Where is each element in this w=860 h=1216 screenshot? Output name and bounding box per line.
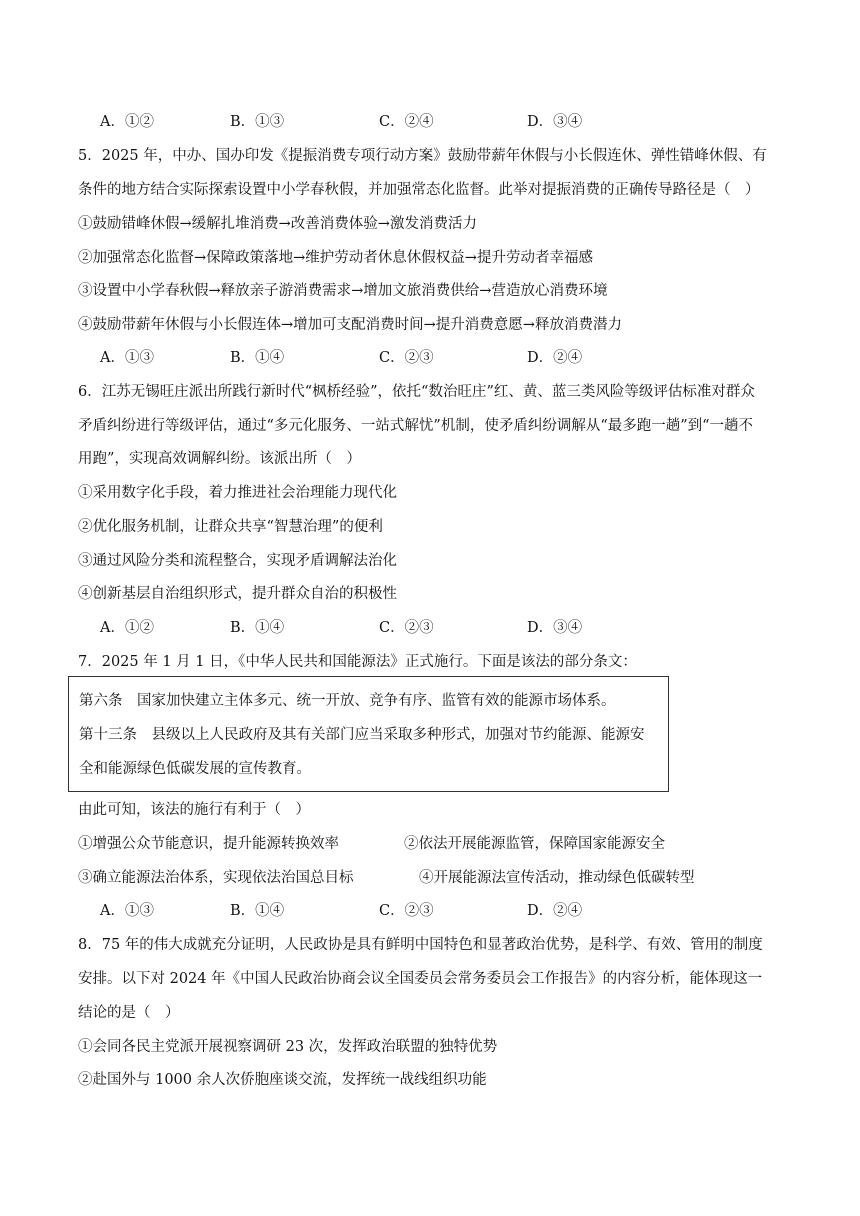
q7-item-4: ④开展能源法宣传活动，推动绿色低碳转型	[419, 870, 695, 886]
q4-option-a[interactable]: A．①②	[100, 114, 154, 130]
q7-option-b[interactable]: B．①④	[230, 903, 285, 919]
q6-item-1: ①采用数字化手段，着力推进社会治理能力现代化	[78, 485, 397, 501]
q7-lead: 由此可知，该法的施行有利于（ ）	[78, 802, 310, 818]
q7-law-excerpt-box	[68, 676, 669, 792]
q6-stem-line3: 用跑”，实现高效调解纠纷。该派出所（ ）	[78, 451, 361, 467]
q4-option-c[interactable]: C．②④	[379, 114, 434, 130]
q7-article-13-line1: 第十三条 县级以上人民政府及其有关部门应当采取多种形式，加强对节约能源、能源安	[79, 727, 645, 743]
q7-option-a[interactable]: A．①③	[100, 903, 154, 919]
q5-item-4: ④鼓励带薪年休假与小长假连体→增加可支配消费时间→提升消费意愿→释放消费潜力	[78, 317, 622, 333]
q5-option-a[interactable]: A．①③	[100, 350, 154, 366]
q6-item-2: ②优化服务机制，让群众共享“智慧治理”的便利	[78, 519, 383, 535]
q7-items-row1	[78, 834, 778, 854]
q6-option-b[interactable]: B．①④	[230, 620, 285, 636]
q7-item-2: ②依法开展能源监管，保障国家能源安全	[404, 836, 665, 852]
q7-article-6: 第六条 国家加快建立主体多元、统一开放、竞争有序、监管有效的能源市场体系。	[79, 693, 616, 709]
q6-option-c[interactable]: C．②③	[379, 620, 434, 636]
q6-item-4: ④创新基层自治组织形式，提升群众自治的积极性	[78, 586, 397, 602]
q6-item-3: ③通过风险分类和流程整合，实现矛盾调解法治化	[78, 553, 397, 569]
q8-item-2: ②赴国外与 1000 余人次侨胞座谈交流，发挥统一战线组织功能	[78, 1072, 487, 1088]
q5-stem-line2: 条件的地方结合实际探索设置中小学春秋假，并加强常态化监督。此举对提振消费的正确传导路径是（ ）	[78, 182, 760, 198]
q7-article-13-line2: 全和能源绿色低碳发展的宣传教育。	[79, 761, 311, 777]
q4-option-b[interactable]: B．①③	[230, 114, 285, 130]
q7-stem: 7．2025 年 1 月 1 日，《中华人民共和国能源法》正式施行。下面是该法的部分条文：	[78, 654, 637, 670]
q5-option-d[interactable]: D．②④	[527, 350, 583, 366]
q7-option-c[interactable]: C．②③	[379, 903, 434, 919]
q5-item-3: ③设置中小学春秋假→释放亲子游消费需求→增加文旅消费供给→营造放心消费环境	[78, 283, 608, 299]
q7-item-1: ①增强公众节能意识，提升能源转换效率	[78, 836, 339, 852]
q5-option-b[interactable]: B．①④	[230, 350, 285, 366]
q8-stem-line2: 安排。以下对 2024 年《中国人民政治协商会议全国委员会常务委员会工作报告》的内容分析，能体现这一	[78, 971, 763, 987]
q5-option-c[interactable]: C．②③	[379, 350, 434, 366]
q7-option-d[interactable]: D．②④	[527, 903, 583, 919]
q7-items-row2	[78, 868, 778, 888]
q6-option-d[interactable]: D．③④	[527, 620, 583, 636]
q5-item-1: ①鼓励错峰休假→缓解扎堆消费→改善消费体验→激发消费活力	[78, 216, 477, 232]
q8-stem-line3: 结论的是（ ）	[78, 1005, 180, 1021]
q8-stem-line1: 8．75 年的伟大成就充分证明，人民政协是具有鲜明中国特色和显著政治优势，是科学、有效、管用的制度	[78, 937, 763, 953]
q5-item-2: ②加强常态化监督→保障政策落地→维护劳动者休息休假权益→提升劳动者幸福感	[78, 250, 593, 266]
q6-stem-line1: 6．江苏无锡旺庄派出所践行新时代“枫桥经验”，依托“数治旺庄”红、黄、蓝三类风险等级评估标准对群众	[78, 384, 755, 400]
q6-option-a[interactable]: A．①②	[100, 620, 154, 636]
q4-option-d[interactable]: D．③④	[527, 114, 583, 130]
q7-item-3: ③确立能源法治体系，实现依法治国总目标	[78, 870, 354, 886]
q6-stem-line2: 矛盾纠纷进行等级评估，通过“多元化服务、一站式解忧”机制，使矛盾纠纷调解从“最多跑一趟”到“一趟不	[78, 418, 754, 434]
q8-item-1: ①会同各民主党派开展视察调研 23 次，发挥政治联盟的独特优势	[78, 1039, 498, 1055]
q5-stem-line1: 5．2025 年，中办、国办印发《提振消费专项行动方案》鼓励带薪年休假与小长假连休、弹性错峰休假、有	[78, 148, 767, 164]
